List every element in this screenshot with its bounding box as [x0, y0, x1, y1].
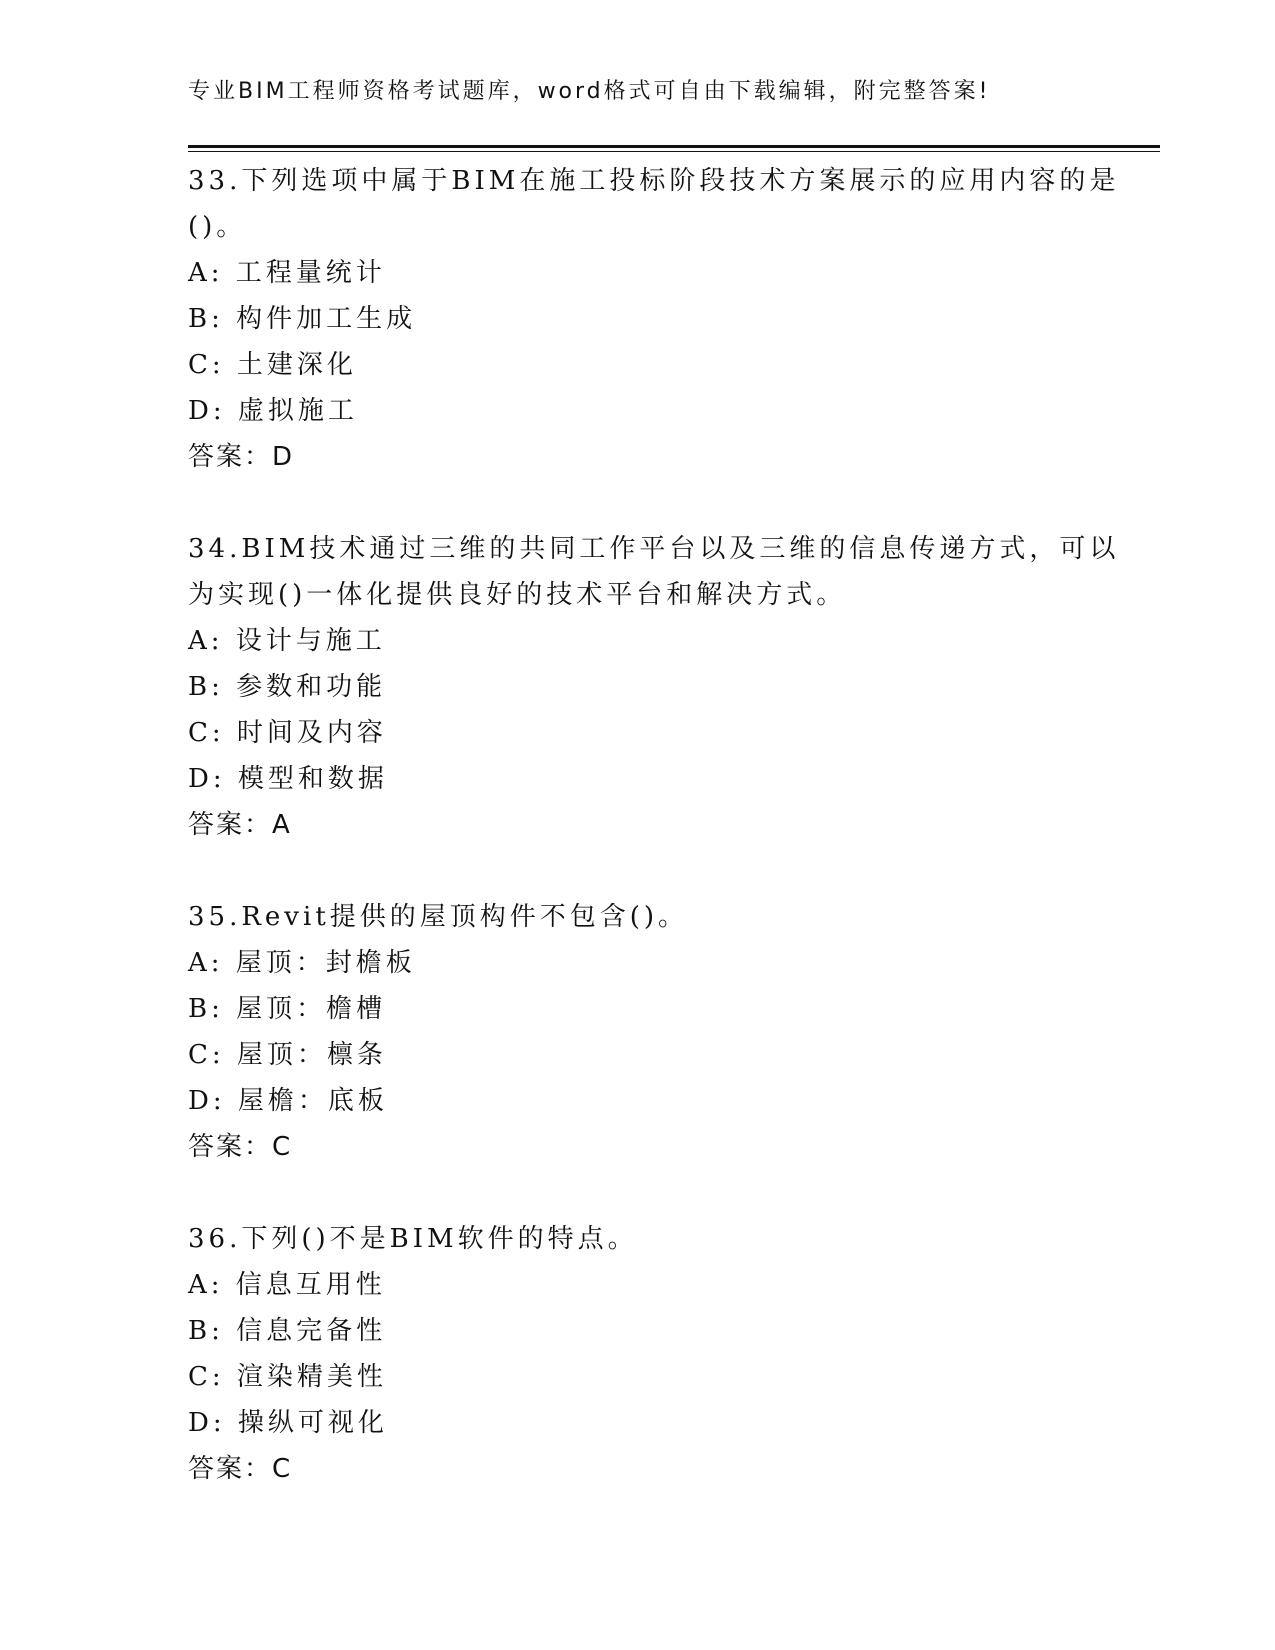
option-d: D: 模型和数据	[188, 764, 388, 794]
option-c: C: 土建深化	[188, 350, 357, 380]
header-rule-thin	[188, 151, 1160, 152]
question-list	[188, 158, 1120, 1538]
option-a: A: 工程量统计	[188, 258, 386, 288]
option-a: A: 信息互用性	[188, 1270, 386, 1300]
answer-label: 答案：D	[188, 442, 295, 472]
option-c: C: 屋顶：檩条	[188, 1040, 387, 1070]
question-34	[188, 526, 1120, 848]
header-rule-thick	[188, 145, 1160, 148]
question-stem: 为实现()一体化提供良好的技术平台和解决方式。	[188, 580, 847, 610]
question-stem: 33.下列选项中属于BIM在施工投标阶段技术方案展示的应用内容的是	[188, 166, 1120, 196]
option-d: D: 操纵可视化	[188, 1408, 388, 1438]
question-stem: ()。	[188, 212, 247, 242]
question-36	[188, 1216, 1088, 1492]
option-a: A: 设计与施工	[188, 626, 386, 656]
option-d: D: 虚拟施工	[188, 396, 358, 426]
page-header: 专业BIM工程师资格考试题库，word格式可自由下载编辑，附完整答案!	[188, 79, 991, 104]
option-c: C: 渲染精美性	[188, 1362, 387, 1392]
question-stem: 34.BIM技术通过三维的共同工作平台以及三维的信息传递方式，可以	[188, 534, 1120, 564]
question-33	[188, 158, 1120, 480]
answer-label: 答案：A	[188, 810, 292, 840]
option-d: D: 屋檐：底板	[188, 1086, 388, 1116]
option-c: C: 时间及内容	[188, 718, 387, 748]
question-35	[188, 894, 1088, 1170]
question-stem: 36.下列()不是BIM软件的特点。	[188, 1224, 638, 1254]
answer-label: 答案：C	[188, 1132, 293, 1162]
option-b: B: 信息完备性	[188, 1316, 387, 1346]
option-b: B: 构件加工生成	[188, 304, 417, 334]
option-b: B: 屋顶：檐槽	[188, 994, 387, 1024]
answer-label: 答案：C	[188, 1454, 293, 1484]
option-b: B: 参数和功能	[188, 672, 387, 702]
question-stem: 35.Revit提供的屋顶构件不包含()。	[188, 902, 689, 932]
option-a: A: 屋顶：封檐板	[188, 948, 416, 978]
